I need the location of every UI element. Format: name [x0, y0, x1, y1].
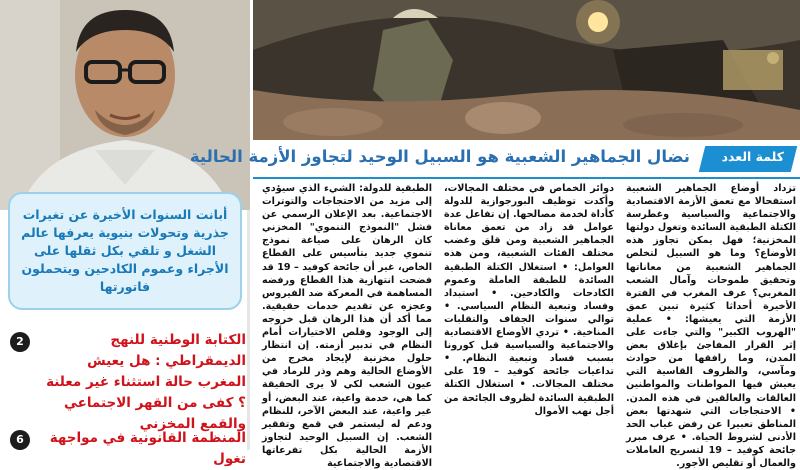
teaser-page-number: 6: [10, 430, 30, 450]
article-body: [256, 182, 796, 469]
author-portrait-image: [0, 0, 250, 210]
article-headline: نضال الجماهير الشعبية هو السبيل الوحيد لتجاوز الأزمة الحالية: [189, 147, 690, 166]
article-header: [189, 142, 800, 176]
sidebar-teaser[interactable]: [4, 428, 246, 470]
headline-divider: [253, 177, 800, 179]
teaser-page-number: 2: [10, 332, 30, 352]
article-column-2: دوائر الخماص في مختلف المجالات، وأكدت توظيف البورجوازية للدولة كأداة لخدمة مصالحها. إن تفاعل عدة عوامل قد زاد من تعمق معاناة الجماهير الشعبية ومن قلق وغضب مختلف الفئات الشعبية، ومن هذه العوامل: • استغلال الكتلة الطبقية السائدة للطبقة العاملة وعموم الكادحات والكادحين. • استبداد وفساد وتبعية النظام السياسي. • توالي سنوات الجفاف والتقلبات المناخية. • تردي الأوضاع الاقتصادية والاجتماعية والسياسية قبل كورونا بسبب فساد وتبعية النظام. • تداعيات جائحة كوفيد – 19 على مختلف المجالات. • استغلال الكتلة الطبقية السائدة لظروف الجائحة من أجل نهب الأموال: [444, 183, 614, 417]
pull-quote-text: أبانت السنوات الأخيرة عن تغيرات جذرية وتحولات بنيوية يعرفها عالم الشغل و تلقي بكل ثقلها على الأجراء وعموم الكادحين ويتحملون فاتورتها: [21, 207, 229, 294]
teaser-headline: الكتابة الوطنية للنهج الديمقراطي : هل يعيش المغرب حالة استثناء غير معلنة ؟ كفى من القهر الاجتماعي والقمع المخزني: [46, 332, 246, 432]
mine-photo: [253, 0, 800, 140]
sidebar: [0, 0, 250, 467]
article-column-3: الطبقية للدولة: الشيء الذي سيؤدي إلى مزيد من الاحتجاجات والتوترات الاجتماعية. بعد الإعلان الرسمي عن فشل "النموذج التنموي" المخزني كان الرهان على صياغة نموذج تنموي جديد بتأسيس على القطاع الخاص، غير أن جائحة كوفيد – 19 قد فضحت انتهازية هذا القطاع ورفضه المساهمة في المعركة ضد الفيروس وعجزه عن تقديم خدمات حقيقية. مما أكد أن هذا الرهان قبل خروجه إلى الوجود وقلص الاختيارات أمام النظام في تدبير أزمته. إن انتظار حلول مخزنية لإيجاد مخرج من الأوضاع الحالية وهم وذر للرماد في عيون الشعب لكي لا يرى الحقيقة كما هي، خدمة واعية، عند البعض، أو غير واعية، عند البعض الآخر، للنظام ودعم له ليستمر في قمع وتفقير الشعب. إن السبيل الوحيد لتجاوز الأزمة الحالية بكل تفرعاتها الاقتصادية والاجتماعية: [262, 183, 432, 469]
teaser-headline: المنظمة القانونية في مواجهة تغول: [49, 430, 246, 467]
section-kicker-label: كلمة العدد: [721, 149, 784, 164]
pull-quote-box: [8, 192, 242, 310]
article-column-1: تزداد أوضاع الجماهير الشعبية استفحالا مع تعمق الأزمة الاقتصادية والاجتماعية والسياسية وغطرسة الكتلة الطبقية السائدة وتغول دولتها المخزنية؛ فهل يمكن تجاوز هذه الأوضاع؟ وما هو السبيل لتخلص الجماهير الشعبية من معاناتها وتحقيق طموحات وآمال الشعب المغربي؟ عرف المغرب في الفترة الأخيرة أحداثا كثيرة تبين عمق الأزمة التي يعيشها: • عملية "الهروب الكبير" والتي جاءت على إثر القرار المفاجئ بإغلاق بعض المدن، وما رافقها من حوادث ومآسي، والظروف القاسية التي يعيش فيها المواطنات والمواطنين العالقات والعالقين في هذه المدن. • الاحتجاجات التي شهدتها بعض المناطق تعبيرا عن رفض غياب الحد الأدنى لشروط الحياة. • عرف مبرر جائحة كوفيد – 19 لتسريح العاملات والعمال أو تقليص الأجور.: [626, 183, 796, 469]
sidebar-teaser[interactable]: [4, 330, 246, 435]
